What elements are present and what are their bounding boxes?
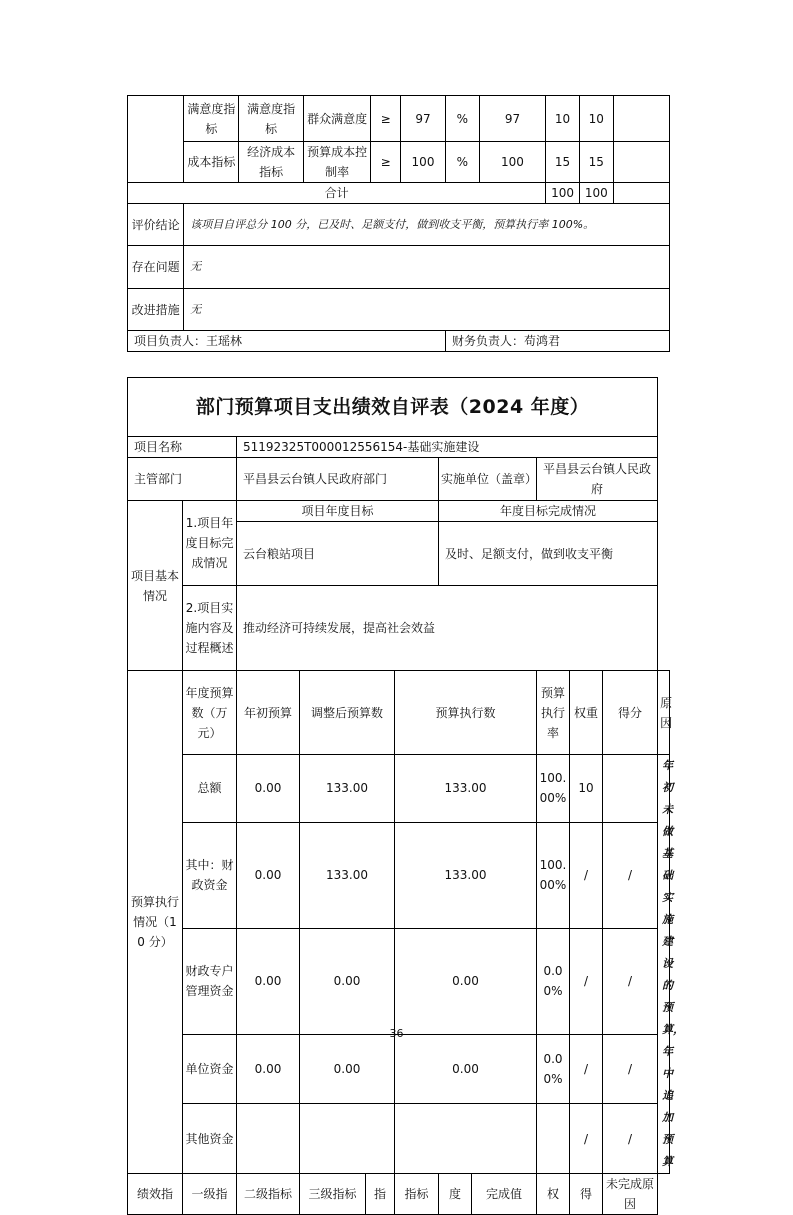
issues-row xyxy=(128,246,670,289)
table-row: 满意度指标 满意度指标 群众满意度 ≥ 97 % 97 10 10 xyxy=(128,96,670,142)
finance-lead: 财务负责人：苟鸿君 xyxy=(446,331,670,352)
impl-unit-value: 平昌县云台镇人民政府 xyxy=(537,458,658,501)
total-row xyxy=(128,183,670,204)
top-performance-table xyxy=(127,95,670,352)
table-row: 财政专户管理资金 0.00 0.00 0.00 0.00% / / xyxy=(128,928,670,1034)
total-weight: 100 xyxy=(546,183,580,204)
eval-label: 评价结论 xyxy=(128,204,184,246)
self-evaluation-form xyxy=(127,377,685,1215)
content-text: 推动经济可持续发展，提高社会效益 xyxy=(237,586,658,671)
title-row xyxy=(128,378,670,437)
project-name-value: 51192325T000012556154-基础实施建设 xyxy=(237,437,658,458)
dept-label: 主管部门 xyxy=(128,458,237,501)
goal-done-text: 及时、足额支付，做到收支平衡 xyxy=(439,522,658,586)
content-row xyxy=(128,586,670,671)
project-lead: 项目负责人：王瑶林 xyxy=(128,331,446,352)
dept-value: 平昌县云台镇人民政府部门 xyxy=(237,458,439,501)
basic-info-label: 项目基本情况 xyxy=(128,501,183,671)
table-row: 其他资金 / / xyxy=(128,1104,670,1174)
goal-text: 云台粮站项目 xyxy=(237,522,439,586)
dept-row xyxy=(128,458,670,501)
goal-header-row xyxy=(128,501,670,522)
table-row: 单位资金 0.00 0.00 0.00 0.00% / / xyxy=(128,1034,670,1104)
goal-label: 1.项目年度目标完成情况 xyxy=(183,501,237,586)
total-score: 100 xyxy=(579,183,613,204)
improve-label: 改进措施 xyxy=(128,289,184,331)
table-row: 成本指标 经济成本指标 预算成本控制率 ≥ 100 % 100 15 15 xyxy=(128,142,670,183)
perf-header-row: 绩效指 一级指 二级指标 三级指标 指 指标 度 完成值 权 得 未完成原因 xyxy=(128,1174,670,1215)
signature-row xyxy=(128,331,670,352)
budget-label: 预算执行情况（10 分） xyxy=(128,671,183,1174)
project-name-label: 项目名称 xyxy=(128,437,237,458)
page-title: 部门预算项目支出绩效自评表（2024 年度） xyxy=(128,378,658,437)
issues-text: 无 xyxy=(184,246,670,289)
issues-label: 存在问题 xyxy=(128,246,184,289)
improve-row xyxy=(128,289,670,331)
total-label: 合计 xyxy=(128,183,546,204)
improve-text: 无 xyxy=(184,289,670,331)
goal-done-header: 年度目标完成情况 xyxy=(439,501,658,522)
table-row: 总额 0.00 133.00 133.00 100.00% 10 年初未做基础实施建设的预算，年中追加预算 xyxy=(128,755,670,823)
page-number: 36 xyxy=(389,1027,404,1040)
goal-header: 项目年度目标 xyxy=(237,501,439,522)
impl-unit-label: 实施单位（盖章） xyxy=(439,458,537,501)
table-row: 其中：财政资金 0.00 133.00 133.00 100.00% / / xyxy=(128,822,670,928)
eval-text: 该项目自评总分 100 分，已及时、足额支付，做到收支平衡，预算执行率 100%。 xyxy=(184,204,670,246)
eval-row xyxy=(128,204,670,246)
content-label: 2.项目实施内容及过程概述 xyxy=(183,586,237,671)
project-name-row xyxy=(128,437,670,458)
budget-header-row: 预算执行情况（10 分） 年度预算数（万元） 年初预算 调整后预算数 预算执行数 预算执行率 权重 得分 原因 xyxy=(128,671,670,755)
budget-reason: 年初未做基础实施建设的预算，年中追加预算 xyxy=(658,755,670,1174)
